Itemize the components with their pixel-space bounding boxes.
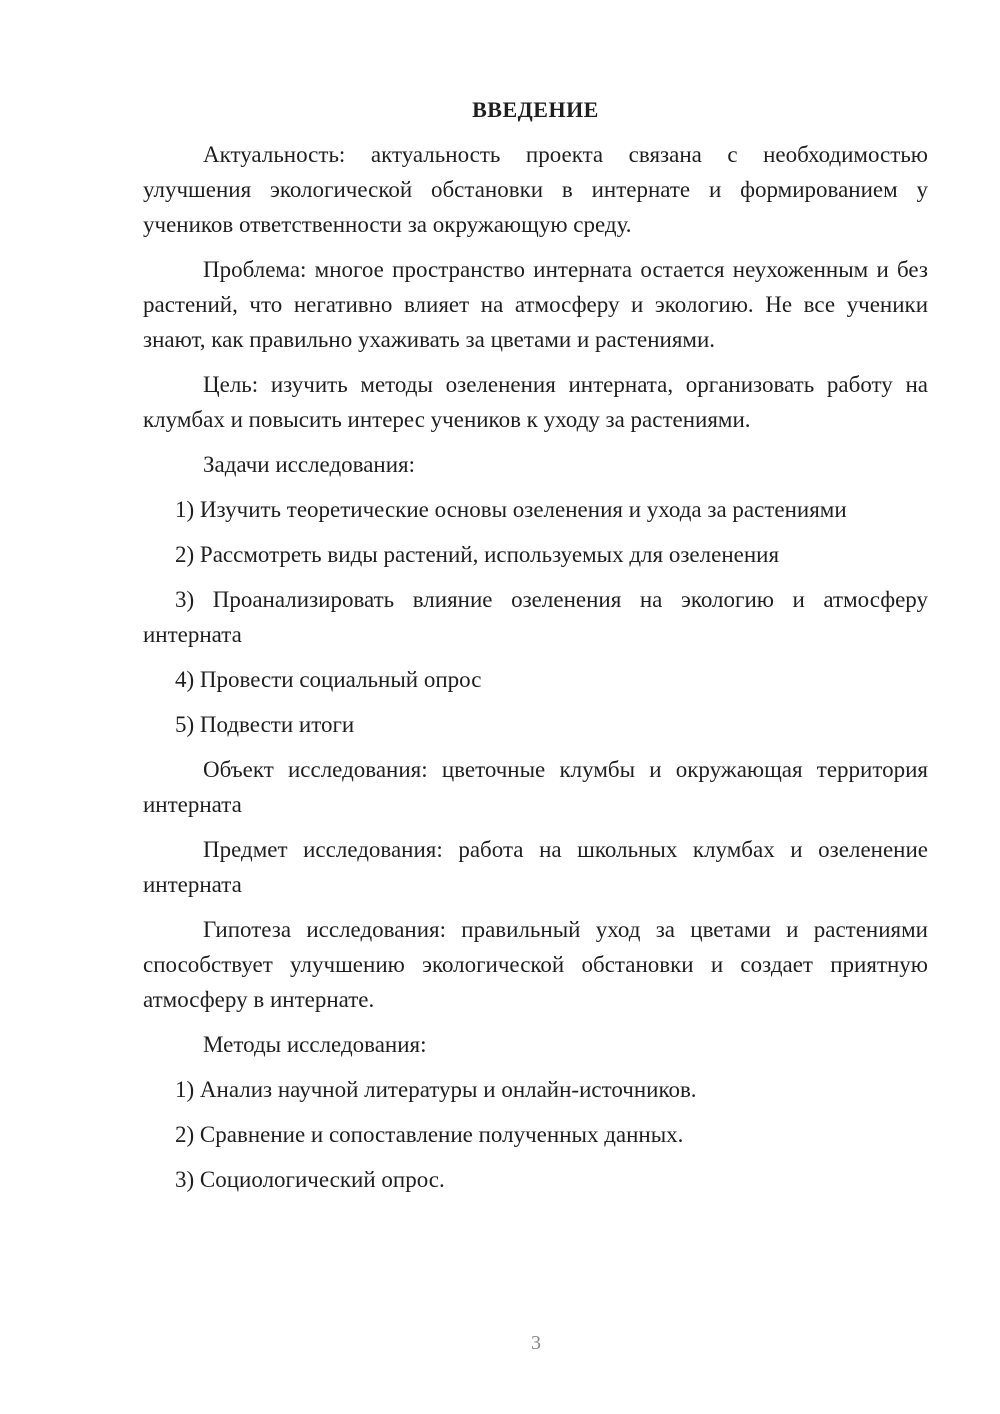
- hypothesis-paragraph: Гипотеза исследования: правильный уход за цветами и растениями способствует улучшению экологической обстановки и создает приятную атмосферу в интернате.: [143, 917, 928, 1012]
- task-item: 4) Провести социальный опрос: [175, 667, 482, 692]
- task-item: 1) Изучить теоретические основы озеленения и ухода за растениями: [175, 497, 847, 522]
- task-item: 3) Проанализировать влияние озеленения на экологию и атмосферу интерната: [143, 587, 928, 647]
- methods-heading: Методы исследования:: [203, 1032, 427, 1057]
- goal-paragraph: Цель: изучить методы озеленения интерната, организовать работу на клумбах и повысить интерес учеников к уходу за растениями.: [143, 372, 928, 432]
- method-item: 2) Сравнение и сопоставление полученных данных.: [175, 1122, 684, 1147]
- section-title: ВВЕДЕНИЕ: [472, 97, 599, 122]
- method-item: 3) Социологический опрос.: [175, 1167, 445, 1192]
- object-paragraph: Объект исследования: цветочные клумбы и окружающая территория интерната: [143, 757, 928, 817]
- relevance-paragraph: Актуальность: актуальность проекта связана с необходимостью улучшения экологической обстановки в интернате и формированием у учеников ответственности за окружающую среду.: [143, 142, 928, 237]
- problem-paragraph: Проблема: многое пространство интерната остается неухоженным и без растений, что негативно влияет на атмосферу и экологию. Не все ученики знают, как правильно ухаживать за цветами и растениями.: [143, 257, 928, 352]
- page-content: [143, 92, 928, 1207]
- task-item: 2) Рассмотреть виды растений, используемых для озеленения: [175, 542, 780, 567]
- task-item: 5) Подвести итоги: [175, 712, 355, 737]
- subject-paragraph: Предмет исследования: работа на школьных клумбах и озеленение интерната: [143, 837, 928, 897]
- method-item: 1) Анализ научной литературы и онлайн-источников.: [175, 1077, 697, 1102]
- page-number: 3: [531, 1332, 541, 1354]
- tasks-heading: Задачи исследования:: [203, 452, 416, 477]
